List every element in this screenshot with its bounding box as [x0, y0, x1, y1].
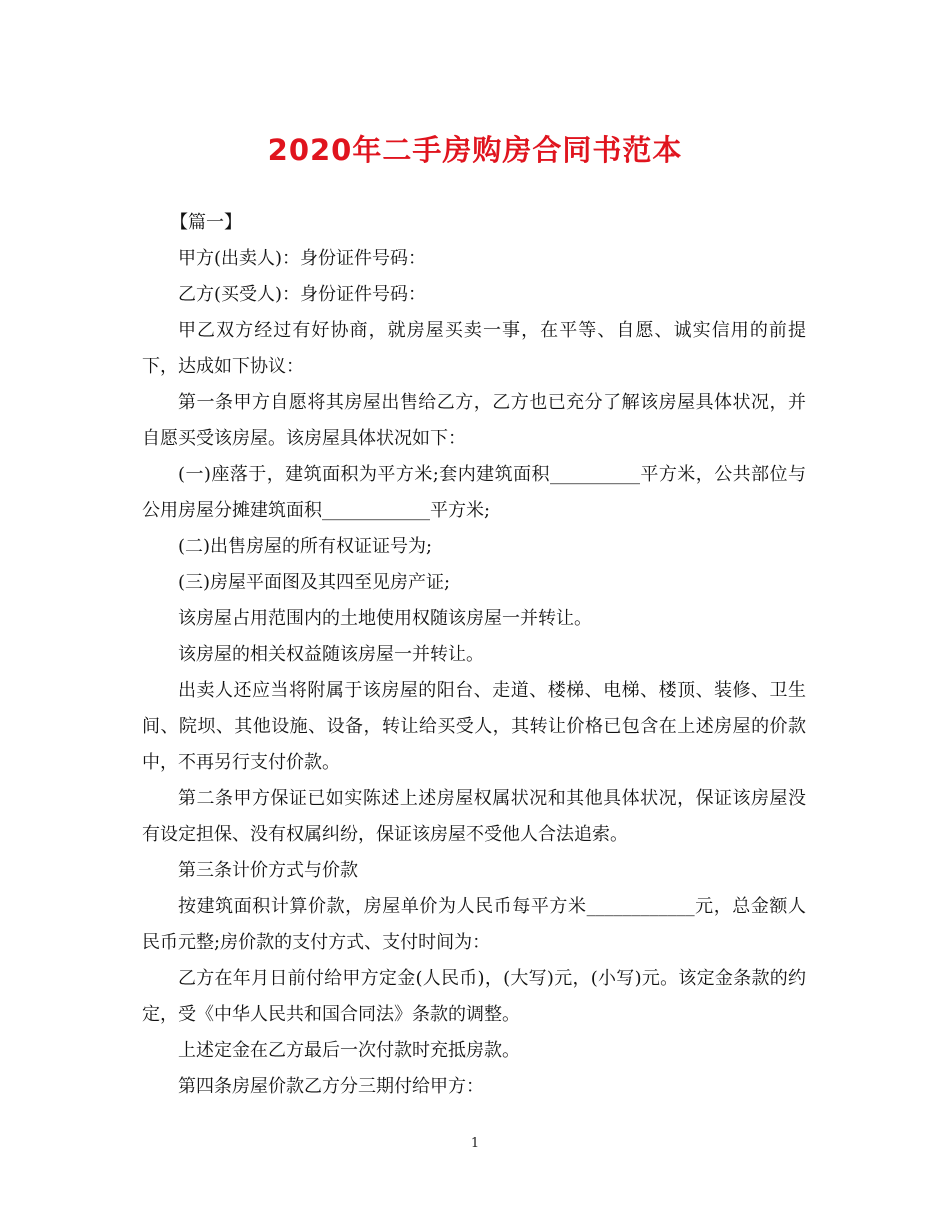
paragraph: 第四条房屋价款乙方分三期付给甲方： — [178, 1076, 484, 1097]
paragraph: (二)出售房屋的所有权证证号为; — [178, 536, 433, 557]
document-body — [142, 205, 806, 1105]
paragraph: 该房屋的相关权益随该房屋一并转让。 — [178, 644, 484, 665]
paragraph: 甲乙双方经过有好协商，就房屋买卖一事，在平等、自愿、诚实信用的前提下，达成如下协议： — [142, 320, 806, 377]
paragraph: 该房屋占用范围内的土地使用权随该房屋一并转让。 — [178, 608, 592, 629]
paragraph: (一)座落于，建筑面积为平方米;套内建筑面积__________平方米，公共部位与公用房屋分摊建筑面积____________平方米; — [142, 464, 806, 521]
paragraph: 出卖人还应当将附属于该房屋的阳台、走道、楼梯、电梯、楼顶、装修、卫生间、院坝、其他设施、设备，转让给买受人，其转让价格已包含在上述房屋的价款中，不再另行支付价款。 — [142, 680, 806, 773]
paragraph: (三)房屋平面图及其四至见房产证; — [178, 572, 451, 593]
paragraph: 甲方(出卖人)：身份证件号码： — [178, 248, 427, 269]
page-number: 1 — [470, 1136, 480, 1151]
paragraph: 第三条计价方式与价款 — [178, 860, 358, 881]
paragraph: 第一条甲方自愿将其房屋出售给乙方，乙方也已充分了解该房屋具体状况，并自愿买受该房屋。该房屋具体状况如下： — [142, 392, 806, 449]
paragraph: 乙方在年月日前付给甲方定金(人民币)，(大写)元，(小写)元。该定金条款的约定，受《中华人民共和国合同法》条款的调整。 — [142, 968, 806, 1025]
section-heading: 【篇一】 — [170, 212, 242, 233]
paragraph: 按建筑面积计算价款，房屋单价为人民币每平方米____________元，总金额人民币元整;房价款的支付方式、支付时间为： — [142, 896, 806, 953]
document-title: 2020年二手房购房合同书范本 — [267, 133, 683, 167]
paragraph: 上述定金在乙方最后一次付款时充抵房款。 — [178, 1040, 520, 1061]
paragraph: 乙方(买受人)：身份证件号码： — [178, 284, 427, 305]
paragraph: 第二条甲方保证已如实陈述上述房屋权属状况和其他具体状况，保证该房屋没有设定担保、没有权属纠纷，保证该房屋不受他人合法追索。 — [142, 788, 806, 845]
